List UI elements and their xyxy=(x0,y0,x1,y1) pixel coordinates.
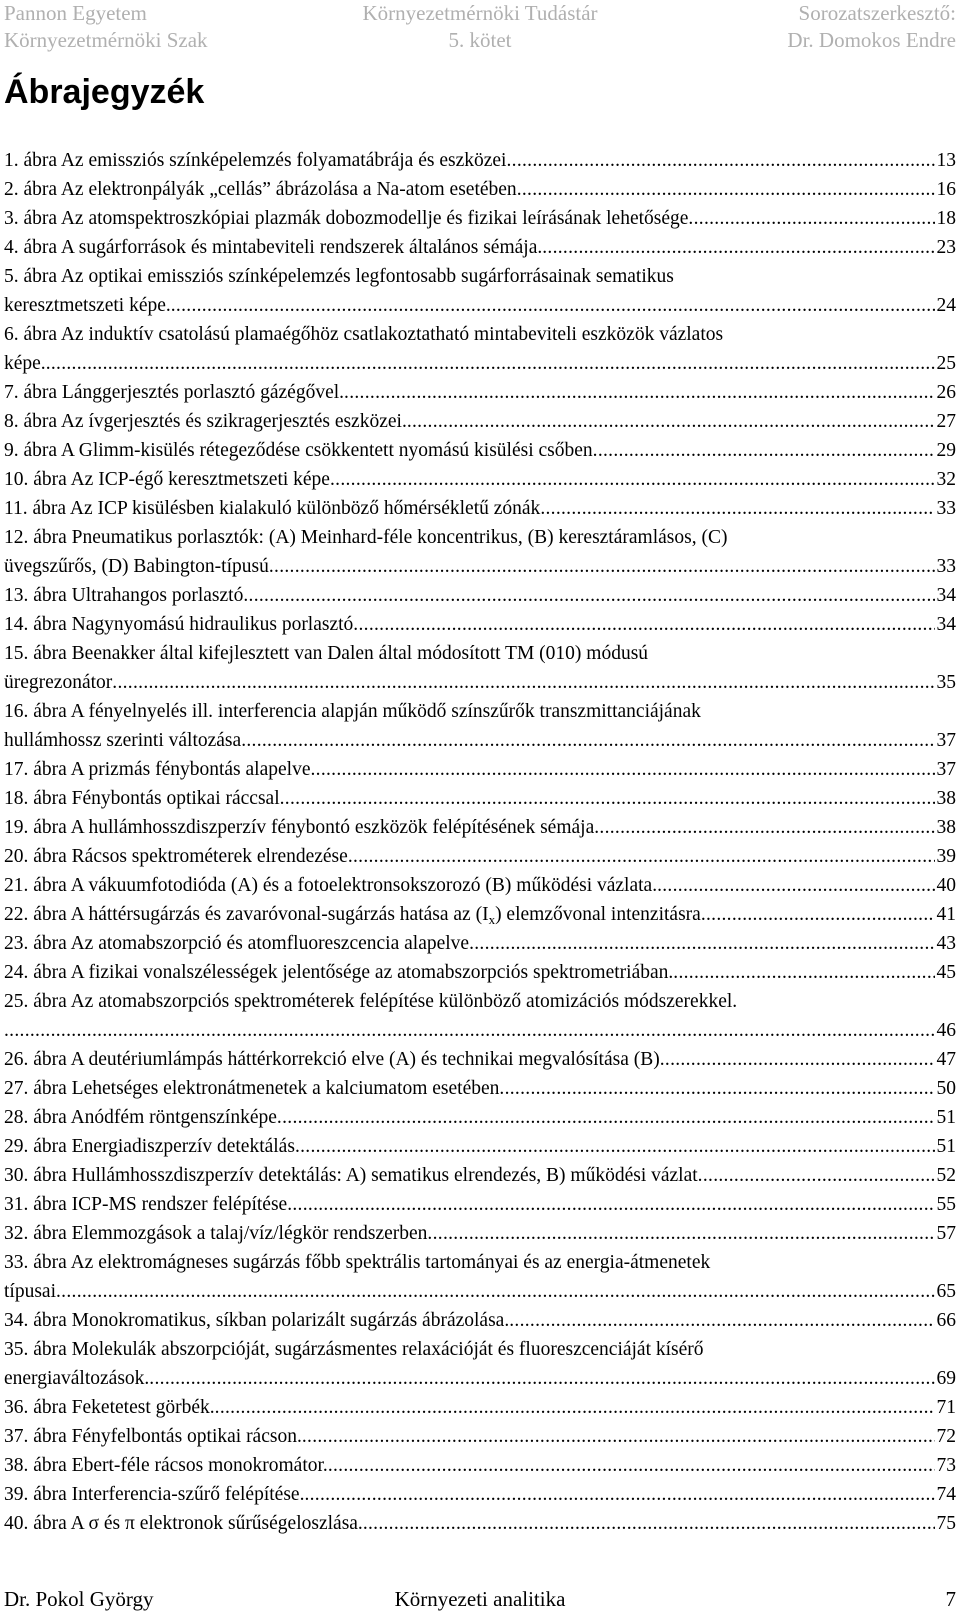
figure-entry[interactable] xyxy=(4,146,956,175)
figure-entry-caption xyxy=(4,813,594,842)
dot-leader xyxy=(4,1016,935,1045)
figure-entry-caption-text: üvegszűrős, (D) Babington-típusú xyxy=(4,556,269,577)
figure-entry-page-number: 73 xyxy=(936,1455,956,1476)
figure-entry[interactable] xyxy=(4,1248,956,1306)
figure-entry-caption-text: keresztmetszeti képe. xyxy=(4,295,171,316)
dot-leader xyxy=(353,610,934,639)
figure-entry-caption xyxy=(4,436,593,465)
figure-entry-caption-text: 14. ábra Nagynyomású hidraulikus porlasztó xyxy=(4,614,354,635)
figure-entry-line xyxy=(4,1364,956,1393)
dot-leader xyxy=(149,1364,934,1393)
figure-entry-caption-text: 13. ábra Ultrahangos porlasztó xyxy=(4,585,244,606)
figure-entry[interactable] xyxy=(4,175,956,204)
figure-entry-caption-text: 24. ábra A fizikai vonalszélességek jelentősége az atomabszorpciós spektrometriában. xyxy=(4,962,674,983)
figure-entry[interactable] xyxy=(4,1509,956,1538)
figure-entry-page-number: 46 xyxy=(936,1020,956,1041)
figure-entry-line xyxy=(4,813,956,842)
figure-entry-caption-text: üregrezonátor xyxy=(4,672,113,693)
figure-entry[interactable] xyxy=(4,1451,956,1480)
figure-entry-caption-text: energiaváltozások. xyxy=(4,1368,150,1389)
figure-entry-line xyxy=(4,1480,956,1509)
figure-entry-caption xyxy=(4,233,542,262)
dot-leader xyxy=(517,175,935,204)
figure-entry-line xyxy=(4,784,956,813)
figure-entry-caption-text: 4. ábra A sugárforrások és mintabeviteli rendszerek általános sémája. xyxy=(4,237,543,258)
figure-entry-page-number: 43 xyxy=(936,933,956,954)
figure-entry-page-number: 25 xyxy=(936,353,956,374)
dot-leader xyxy=(509,1306,934,1335)
dot-leader xyxy=(310,755,934,784)
figure-entry[interactable] xyxy=(4,1103,956,1132)
dot-leader xyxy=(348,842,935,871)
figure-entry-page-number: 24 xyxy=(936,295,956,316)
figure-entry[interactable] xyxy=(4,1045,956,1074)
figure-entry-caption-text: 34. ábra Monokromatikus, síkban polarizált sugárzás ábrázolása. xyxy=(4,1310,510,1331)
figure-entry-caption-text: hullámhossz szerinti változása xyxy=(4,730,242,751)
figure-entry-caption-text: 3. ábra Az atomspektroszkópiai plazmák dobozmodellje és fizikai leírásának lehetősége xyxy=(4,208,689,229)
figure-entry-page-number: 34 xyxy=(936,585,956,606)
figure-entry[interactable] xyxy=(4,1190,956,1219)
figure-entry[interactable] xyxy=(4,755,956,784)
figure-entry-caption-text: 9. ábra A Glimm-kisülés rétegeződése csökkentett nyomású kisülési csőben xyxy=(4,440,593,461)
figure-entry-caption-text: 36. ábra Feketetest görbék. xyxy=(4,1397,215,1418)
figure-entry-page-number: 69 xyxy=(936,1368,956,1389)
figure-entry-line xyxy=(4,1422,956,1451)
dot-leader xyxy=(241,726,934,755)
figure-entry-caption-text: típusai xyxy=(4,1281,56,1302)
figure-entry-caption xyxy=(4,465,330,494)
figure-entry-caption xyxy=(4,1161,698,1190)
figure-entry-line xyxy=(4,349,956,378)
figure-entry[interactable] xyxy=(4,1393,956,1422)
figure-entry-line xyxy=(4,900,956,929)
figure-entry-page-number: 40 xyxy=(936,875,956,896)
dot-leader xyxy=(295,1132,935,1161)
header-volume: 5. kötet xyxy=(448,28,512,52)
dot-leader xyxy=(330,465,935,494)
figure-entry-line xyxy=(4,1509,956,1538)
figure-entry-page-number: 55 xyxy=(936,1194,956,1215)
figure-entry-page-number: 16 xyxy=(936,179,956,200)
dot-leader xyxy=(542,233,934,262)
figure-entry-line xyxy=(4,378,956,407)
figure-entry-page-number: 29 xyxy=(936,440,956,461)
figure-entry-page-number: 38 xyxy=(936,817,956,838)
figure-entry[interactable] xyxy=(4,1480,956,1509)
figure-entry-caption xyxy=(4,1219,427,1248)
figure-entry-caption-text: 27. ábra Lehetséges elektronátmenetek a kalciumatom esetében xyxy=(4,1078,500,1099)
figure-entry-page-number: 13 xyxy=(936,150,956,171)
figure-entry-caption xyxy=(4,784,280,813)
figure-entry[interactable] xyxy=(4,958,956,987)
figure-entry[interactable] xyxy=(4,1132,956,1161)
figure-entry-line xyxy=(4,1074,956,1103)
figure-entry-page-number: 33 xyxy=(936,498,956,519)
figure-entry-line xyxy=(4,755,956,784)
figure-entry[interactable] xyxy=(4,262,956,320)
dot-leader xyxy=(673,958,934,987)
figure-entry-caption xyxy=(4,929,469,958)
figure-entry-page-number: 23 xyxy=(936,237,956,258)
dot-leader xyxy=(302,1422,935,1451)
figure-entry[interactable] xyxy=(4,581,956,610)
figure-entry[interactable] xyxy=(4,1422,956,1451)
figure-entry-caption xyxy=(4,291,171,320)
figure-entry-line xyxy=(4,1132,956,1161)
figure-entry-page-number: 47 xyxy=(936,1049,956,1070)
figure-entry-caption-first-line: 6. ábra Az induktív csatolású plamaégőhöz csatlakoztatható mintabeviteli eszközök vázlatos xyxy=(4,324,724,345)
figure-entry-line xyxy=(4,175,956,204)
figure-entry-caption xyxy=(4,1045,660,1074)
page-number: 7 xyxy=(945,1587,956,1611)
dot-leader xyxy=(287,1190,934,1219)
figure-entry-line xyxy=(4,291,956,320)
figure-entry-caption xyxy=(4,726,241,755)
figure-entry-line xyxy=(4,1277,956,1306)
figure-entry[interactable] xyxy=(4,842,956,871)
figure-entry-line xyxy=(4,465,956,494)
figure-entry[interactable] xyxy=(4,233,956,262)
figure-entry-caption xyxy=(4,494,540,523)
figure-entry-line xyxy=(4,204,956,233)
dot-leader xyxy=(277,1103,935,1132)
figure-entry-caption xyxy=(4,378,344,407)
figure-entry-line xyxy=(4,552,956,581)
figure-entry-page-number: 50 xyxy=(936,1078,956,1099)
figure-entry-caption-text: 22. ábra A háttérsugárzás és zavaróvonal-sugárzás hatása az (I xyxy=(4,904,489,925)
figure-entry-page-number: 37 xyxy=(936,759,956,780)
figure-entry-line xyxy=(4,668,956,697)
figure-entry-page-number: 66 xyxy=(936,1310,956,1331)
figure-entry-line xyxy=(4,1045,956,1074)
figure-entry-caption-text: 10. ábra Az ICP-égő keresztmetszeti képe xyxy=(4,469,330,490)
dot-leader xyxy=(506,146,934,175)
header-program: Környezetmérnöki Szak xyxy=(4,28,208,52)
dot-leader xyxy=(304,1480,934,1509)
figure-entry-page-number: 75 xyxy=(936,1513,956,1534)
figure-entry-caption-text: 7. ábra Lánggerjesztés porlasztó gázégővel. xyxy=(4,382,345,403)
figure-entry-line xyxy=(4,1190,956,1219)
header-editor-label: Sorozatszerkesztő: xyxy=(798,1,956,25)
figure-entry-caption-text: 30. ábra Hullámhosszdiszperzív detektálás: A) sematikus elrendezés, B) működési vázlat xyxy=(4,1165,698,1186)
figure-entry-page-number: 65 xyxy=(936,1281,956,1302)
dot-leader xyxy=(427,1219,934,1248)
figure-entry-caption xyxy=(4,1480,304,1509)
figure-entry-caption xyxy=(4,552,269,581)
figure-entry[interactable] xyxy=(4,465,956,494)
figure-entry-caption xyxy=(4,900,701,929)
figure-entry-caption xyxy=(4,668,112,697)
running-footer xyxy=(4,1583,956,1615)
page-title: Ábrajegyzék xyxy=(4,73,205,111)
figure-entry-caption-text: 39. ábra Interferencia-szűrő felépítése. xyxy=(4,1484,305,1505)
figure-entry-line xyxy=(4,1016,956,1045)
running-header xyxy=(4,0,956,56)
figure-entry-caption-text: 37. ábra Fényfelbontás optikai rácson. xyxy=(4,1426,302,1447)
footer-book-title: Környezeti analitika xyxy=(394,1587,566,1611)
figure-entry-page-number: 45 xyxy=(936,962,956,983)
figure-entry-caption-first-line: 25. ábra Az atomabszorpciós spektrométerek felépítése különböző atomizációs módszerekkel. xyxy=(4,991,738,1012)
figure-entry-caption xyxy=(4,842,348,871)
figure-entry-page-number: 18 xyxy=(936,208,956,229)
figure-entry-caption xyxy=(4,1306,509,1335)
figure-entry-page-number: 39 xyxy=(936,846,956,867)
figure-entry[interactable] xyxy=(4,987,956,1045)
figure-entry[interactable] xyxy=(4,1074,956,1103)
figure-entry-caption-text: 40. ábra A σ és π elektronok sűrűségeloszlása. xyxy=(4,1513,363,1534)
figure-entry-page-number: 71 xyxy=(936,1397,956,1418)
header-right xyxy=(787,0,956,54)
figure-entry-caption-first-line: 15. ábra Beenakker által kifejlesztett van Dalen által módosított TM (010) módusú xyxy=(4,643,649,664)
figure-entry-caption-text: 31. ábra ICP-MS rendszer felépítése xyxy=(4,1194,288,1215)
figure-entry-caption xyxy=(4,1451,328,1480)
figure-entry-caption-first-line: 33. ábra Az elektromágneses sugárzás főbb spektrális tartományai és az energia-átmenetek xyxy=(4,1252,711,1273)
footer-author: Dr. Pokol György xyxy=(4,1587,154,1611)
dot-leader xyxy=(701,900,935,929)
figure-entry[interactable] xyxy=(4,639,956,697)
figure-entry-caption xyxy=(4,349,46,378)
figure-entry-caption-text: 2. ábra Az elektronpályák „cellás” ábrázolása a Na-atom esetében xyxy=(4,179,517,200)
figure-entry-caption xyxy=(4,1103,277,1132)
figure-entry-page-number: 26 xyxy=(936,382,956,403)
figure-entry-caption xyxy=(4,958,673,987)
dot-leader xyxy=(328,1451,935,1480)
figure-entry[interactable] xyxy=(4,1219,956,1248)
dot-leader xyxy=(112,668,934,697)
figure-entry-caption-tail: ) elemzővonal intenzitásra xyxy=(495,904,701,925)
figure-entry-caption xyxy=(4,1393,215,1422)
figure-entry-caption xyxy=(4,1364,149,1393)
figure-entry-line xyxy=(4,1306,956,1335)
dot-leader xyxy=(499,1074,934,1103)
header-editor-name: Dr. Domokos Endre xyxy=(787,28,956,52)
figure-entry[interactable] xyxy=(4,813,956,842)
figure-entry-line xyxy=(4,146,956,175)
dot-leader xyxy=(540,494,934,523)
figure-list xyxy=(4,146,956,1538)
figure-entry-caption-first-line: 5. ábra Az optikai emissziós színképelemzés legfontosabb sugárforrásainak sematikus xyxy=(4,266,674,287)
figure-entry-line xyxy=(4,610,956,639)
dot-leader xyxy=(363,1509,935,1538)
dot-leader xyxy=(593,436,935,465)
figure-entry[interactable] xyxy=(4,1161,956,1190)
figure-entry-caption xyxy=(4,146,506,175)
figure-entry-page-number: 34 xyxy=(936,614,956,635)
figure-entry-line xyxy=(4,871,956,900)
figure-entry-caption xyxy=(4,755,310,784)
dot-leader xyxy=(688,204,934,233)
figure-entry-line xyxy=(4,1393,956,1422)
figure-entry-caption xyxy=(4,581,243,610)
figure-entry-caption xyxy=(4,1509,363,1538)
figure-entry-page-number: 37 xyxy=(936,730,956,751)
dot-leader xyxy=(657,871,934,900)
figure-entry-caption xyxy=(4,871,657,900)
figure-entry-caption-text: képe. xyxy=(4,353,46,374)
dot-leader xyxy=(56,1277,935,1306)
figure-entry-line xyxy=(4,436,956,465)
figure-entry-caption-text: 18. ábra Fénybontás optikai ráccsal xyxy=(4,788,280,809)
figure-entry-subscript: x xyxy=(488,912,496,927)
figure-entry-caption-text: 19. ábra A hullámhosszdiszperzív fénybontó eszközök felépítésének sémája xyxy=(4,817,595,838)
dot-leader xyxy=(407,407,935,436)
figure-entry-caption xyxy=(4,407,407,436)
figure-entry-caption-text: 11. ábra Az ICP kisülésben kialakuló különböző hőmérsékletű zónák xyxy=(4,498,541,519)
figure-entry[interactable] xyxy=(4,494,956,523)
figure-entry-page-number: 35 xyxy=(936,672,956,693)
header-series: Környezetmérnöki Tudástár xyxy=(362,1,598,25)
figure-entry-line xyxy=(4,233,956,262)
figure-entry-caption xyxy=(4,1132,295,1161)
figure-entry-line xyxy=(4,1161,956,1190)
figure-entry-caption-first-line: 35. ábra Molekulák abszorpcióját, sugárzásmentes relaxációját és fluoreszcenciáját kísérő xyxy=(4,1339,704,1360)
figure-entry-caption-text: 21. ábra A vákuumfotodióda (A) és a fotoelektronsokszorozó (B) működési vázlata. xyxy=(4,875,658,896)
figure-entry[interactable] xyxy=(4,871,956,900)
figure-entry-caption-first-line: 16. ábra A fényelnyelés ill. interferencia alapján működő színszűrők transzmittanciájának xyxy=(4,701,701,722)
figure-entry-page-number: 52 xyxy=(936,1165,956,1186)
figure-entry-caption xyxy=(4,1190,287,1219)
figure-entry[interactable] xyxy=(4,523,956,581)
dot-leader xyxy=(344,378,934,407)
dot-leader xyxy=(594,813,934,842)
figure-entry-caption-first-line: 12. ábra Pneumatikus porlasztók: (A) Meinhard-féle koncentrikus, (B) keresztáramlásos, (C) xyxy=(4,527,728,548)
figure-entry-caption-text: 28. ábra Anódfém röntgenszínképe xyxy=(4,1107,277,1128)
figure-entry-caption-text: 20. ábra Rácsos spektrométerek elrendezése xyxy=(4,846,348,867)
figure-entry-caption-text: 23. ábra Az atomabszorpció és atomfluoreszcencia alapelve xyxy=(4,933,470,954)
figure-entry[interactable] xyxy=(4,784,956,813)
figure-entry-page-number: 74 xyxy=(936,1484,956,1505)
figure-entry[interactable] xyxy=(4,378,956,407)
figure-entry[interactable] xyxy=(4,1306,956,1335)
figure-entry-caption-text: 1. ábra Az emissziós színképelemzés folyamatábrája és eszközei xyxy=(4,150,507,171)
figure-entry-caption xyxy=(4,175,517,204)
figure-entry-line xyxy=(4,958,956,987)
figure-entry-caption xyxy=(4,1074,499,1103)
figure-entry-line xyxy=(4,407,956,436)
figure-entry-line xyxy=(4,1219,956,1248)
figure-entry-page-number: 33 xyxy=(936,556,956,577)
figure-entry-caption-text: 26. ábra A deutériumlámpás háttérkorrekció elve (A) és technikai megvalósítása (B) xyxy=(4,1049,660,1070)
figure-entry[interactable] xyxy=(4,900,956,929)
figure-entry-page-number: 51 xyxy=(936,1107,956,1128)
figure-entry-page-number: 32 xyxy=(936,469,956,490)
figure-entry-caption xyxy=(4,610,353,639)
figure-entry[interactable] xyxy=(4,407,956,436)
figure-entry-page-number: 41 xyxy=(936,904,956,925)
dot-leader xyxy=(269,552,935,581)
dot-leader xyxy=(469,929,934,958)
figure-entry-line xyxy=(4,494,956,523)
figure-entry-line xyxy=(4,581,956,610)
dot-leader xyxy=(215,1393,935,1422)
figure-entry-page-number: 38 xyxy=(936,788,956,809)
figure-entry-page-number: 72 xyxy=(936,1426,956,1447)
figure-entry-line xyxy=(4,1451,956,1480)
figure-entry-caption xyxy=(4,204,688,233)
figure-entry-line xyxy=(4,842,956,871)
dot-leader xyxy=(171,291,935,320)
figure-entry-caption-text: 17. ábra A prizmás fénybontás alapelve xyxy=(4,759,311,780)
figure-entry-caption xyxy=(4,1422,302,1451)
figure-entry-caption-text: 29. ábra Energiadiszperzív detektálás xyxy=(4,1136,295,1157)
figure-entry-line xyxy=(4,929,956,958)
dot-leader xyxy=(243,581,934,610)
dot-leader xyxy=(698,1161,935,1190)
figure-entry-line xyxy=(4,1103,956,1132)
figure-entry-caption-text: 38. ábra Ebert-féle rácsos monokromátor. xyxy=(4,1455,328,1476)
figure-entry-page-number: 27 xyxy=(936,411,956,432)
header-university: Pannon Egyetem xyxy=(4,1,147,25)
figure-entry-caption-text: 8. ábra Az ívgerjesztés és szikragerjesztés eszközei. xyxy=(4,411,407,432)
figure-entry-page-number: 51 xyxy=(936,1136,956,1157)
figure-entry[interactable] xyxy=(4,1335,956,1393)
figure-entry[interactable] xyxy=(4,697,956,755)
figure-entry-line xyxy=(4,726,956,755)
dot-leader xyxy=(46,349,935,378)
dot-leader xyxy=(280,784,935,813)
figure-entry[interactable] xyxy=(4,320,956,378)
figure-entry[interactable] xyxy=(4,610,956,639)
dot-leader xyxy=(660,1045,935,1074)
figure-entry-caption-text: 32. ábra Elemmozgások a talaj/víz/légkör rendszerben xyxy=(4,1223,428,1244)
figure-entry-caption xyxy=(4,1277,56,1306)
figure-entry[interactable] xyxy=(4,436,956,465)
figure-entry[interactable] xyxy=(4,929,956,958)
figure-entry-page-number: 57 xyxy=(936,1223,956,1244)
figure-entry[interactable] xyxy=(4,204,956,233)
